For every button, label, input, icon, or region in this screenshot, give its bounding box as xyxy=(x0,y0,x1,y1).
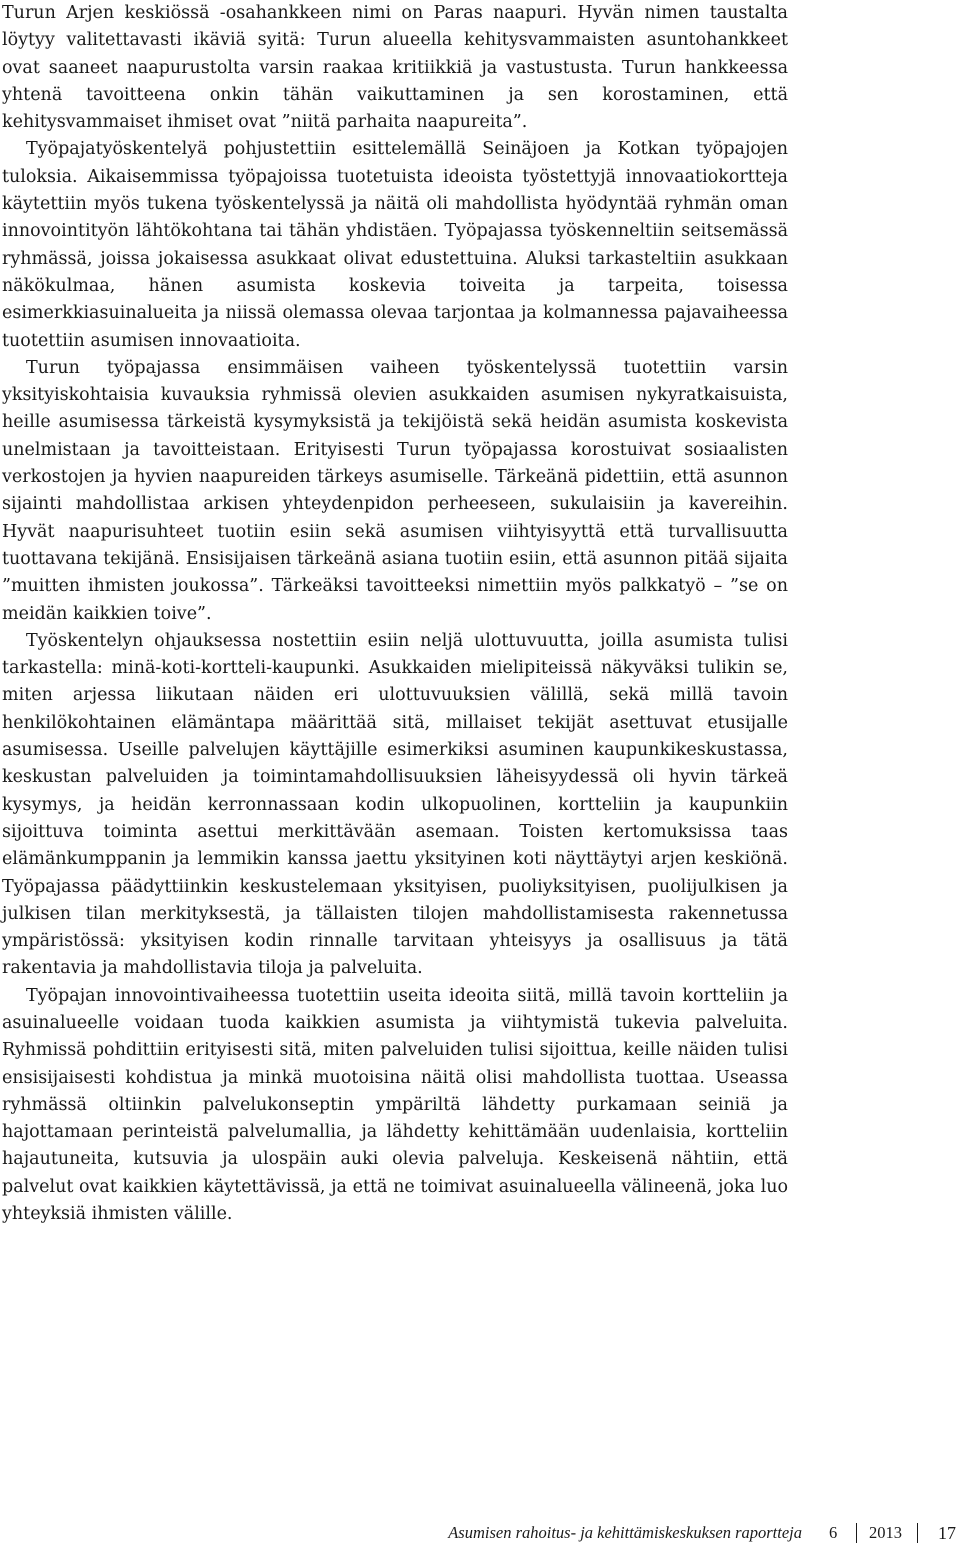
paragraph-2: Työpajatyöskentelyä pohjustettiin esittelemällä Seinäjoen ja Kotkan työpajojen tuloksia. Aikaisemmissa työpajoissa tuotetuista ideoista työstettyjä innovaatiokortteja käytettiin myös tukena työskentelyssä ja näitä oli mahdollista hyödyntää ryhmän oman innovointityön lähtökohtana tai tähän yhdistäen. Työpajassa työskenneltiin seitsemässä ryhmässä, joissa jokaisessa asukkaat olivat edustettuina. Aluksi tarkasteltiin asukkaan näkökulmaa, hänen asumista koskevia toiveita ja tarpeita, toisessa esimerkkiasuinalueita ja niissä olemassa olevaa tarjontaa ja kolmannessa pajavaiheessa tuotettiin asumisen innovaatioita. xyxy=(2,139,788,351)
footer-report-number: 6 xyxy=(829,1523,838,1542)
body-text xyxy=(2,0,788,1228)
paragraph-1: Turun Arjen keskiössä -osahankkeen nimi on Paras naapuri. Hyvän nimen taustalta löytyy valitettavasti ikäviä syitä: Turun alueella kehitysvammaisten asuntohankkeet ovat saaneet naapurustolta varsin raakaa kritiikkiä ja vastustusta. Turun hankkeessa yhtenä tavoitteena onkin tähän vaikuttaminen ja sen korostaminen, että kehitysvammaiset ihmiset ovat ”niitä parhaita naapureita”. xyxy=(2,3,788,133)
footer-divider xyxy=(856,1523,857,1543)
paragraph-3: Turun työpajassa ensimmäisen vaiheen työskentelyssä tuotettiin varsin yksityiskohtaisia kuvauksia ryhmissä olevien asukkaiden asumisen nykyratkaisuista, heille asumisessa tärkeistä kysymyksistä ja tekijöistä sekä heidän asumista koskevista unelmistaan ja tavoitteistaan. Erityisesti Turun työpajassa korostuivat sosiaalisten verkostojen ja hyvien naapureiden tärkeys asumiselle. Tärkeänä pidettiin, että asunnon sijainti mahdollistaa arkisen yhteydenpidon perheeseen, sukulaisiin ja kavereihin. Hyvät naapurisuhteet tuotiin esiin sekä asumisen viihtyisyyttä että turvallisuutta tuottavana tekijänä. Ensisijaisen tärkeänä asiana tuotiin esiin, että asunnon pitää sijaita ”muitten ihmisten joukossa”. Tärkeäksi tavoitteeksi nimettiin myös palkkatyö – ”se on meidän kaikkien toive”. xyxy=(2,357,788,624)
footer-year: 2013 xyxy=(869,1523,902,1542)
page-footer xyxy=(0,1521,960,1545)
page-number: 17 xyxy=(938,1523,956,1543)
footer-series-title: Asumisen rahoitus- ja kehittämiskeskuksen raportteja xyxy=(448,1523,802,1542)
paragraph-4: Työskentelyn ohjauksessa nostettiin esiin neljä ulottuvuutta, joilla asumista tulisi tarkastella: minä-koti-kortteli-kaupunki. Asukkaiden mielipiteissä näkyväksi tulikin se, miten arjessa liikutaan näiden eri ulottuvuuksien välillä, sekä millä tavoin henkilökohtainen elämäntapa määrittää sitä, millaiset tekijät asettuvat etusijalle asumisessa. Useille palvelujen käyttäjille esimerkiksi asuminen kaupunkikeskustassa, keskustan palveluiden ja toimintamahdollisuuksien läheisyydessä oli hyvin tärkeä kysymys, ja heidän kerronnassaan kodin ulkopuolinen, kortteliin ja kaupunkiin sijoittuva toiminta asettui merkittävään asemaan. Toisten kertomuksissa taas elämänkumppanin ja lemmikin kanssa jaettu yksityinen koti näyttäytyi arjen keskiönä. Työpajassa päädyttiinkin keskustelemaan yksityisen, puoliyksityisen, puolijulkisen ja julkisen tilan merkityksestä, ja tällaisten tilojen mahdollistamisesta rakennetussa ympäristössä: yksityisen kodin rinnalle tarvitaan yhteisyys ja osallisuus ja tätä rakentavia ja mahdollistavia tiloja ja palveluita. xyxy=(2,630,788,979)
paragraph-5: Työpajan innovointivaiheessa tuotettiin useita ideoita siitä, millä tavoin kortteliin ja asuinalueelle voidaan tuoda kaikkien asumista ja viihtymistä tukevia palveluita. Ryhmissä pohdittiin erityisesti sitä, miten palveluiden tulisi sijoittua, keille näiden tulisi ensisijaisesti kohdistua ja minkä muotoisina näitä olisi mahdollista tuottaa. Useassa ryhmässä oltiinkin palvelukonseptin ympäriltä lähdetty purkamaan seiniä ja hajottamaan perinteistä palvelumallia, ja lähdetty kehittämään uudenlaisia, kortteliin hajautuneita, kutsuvia ja ulospäin auki olevia palveluja. Keskeisenä nähtiin, että palvelut ovat kaikkien käytettävissä, ja että ne toimivat asuinalueella välineenä, joka luo yhteyksiä ihmisten välille. xyxy=(2,985,788,1225)
footer-divider xyxy=(917,1523,918,1543)
